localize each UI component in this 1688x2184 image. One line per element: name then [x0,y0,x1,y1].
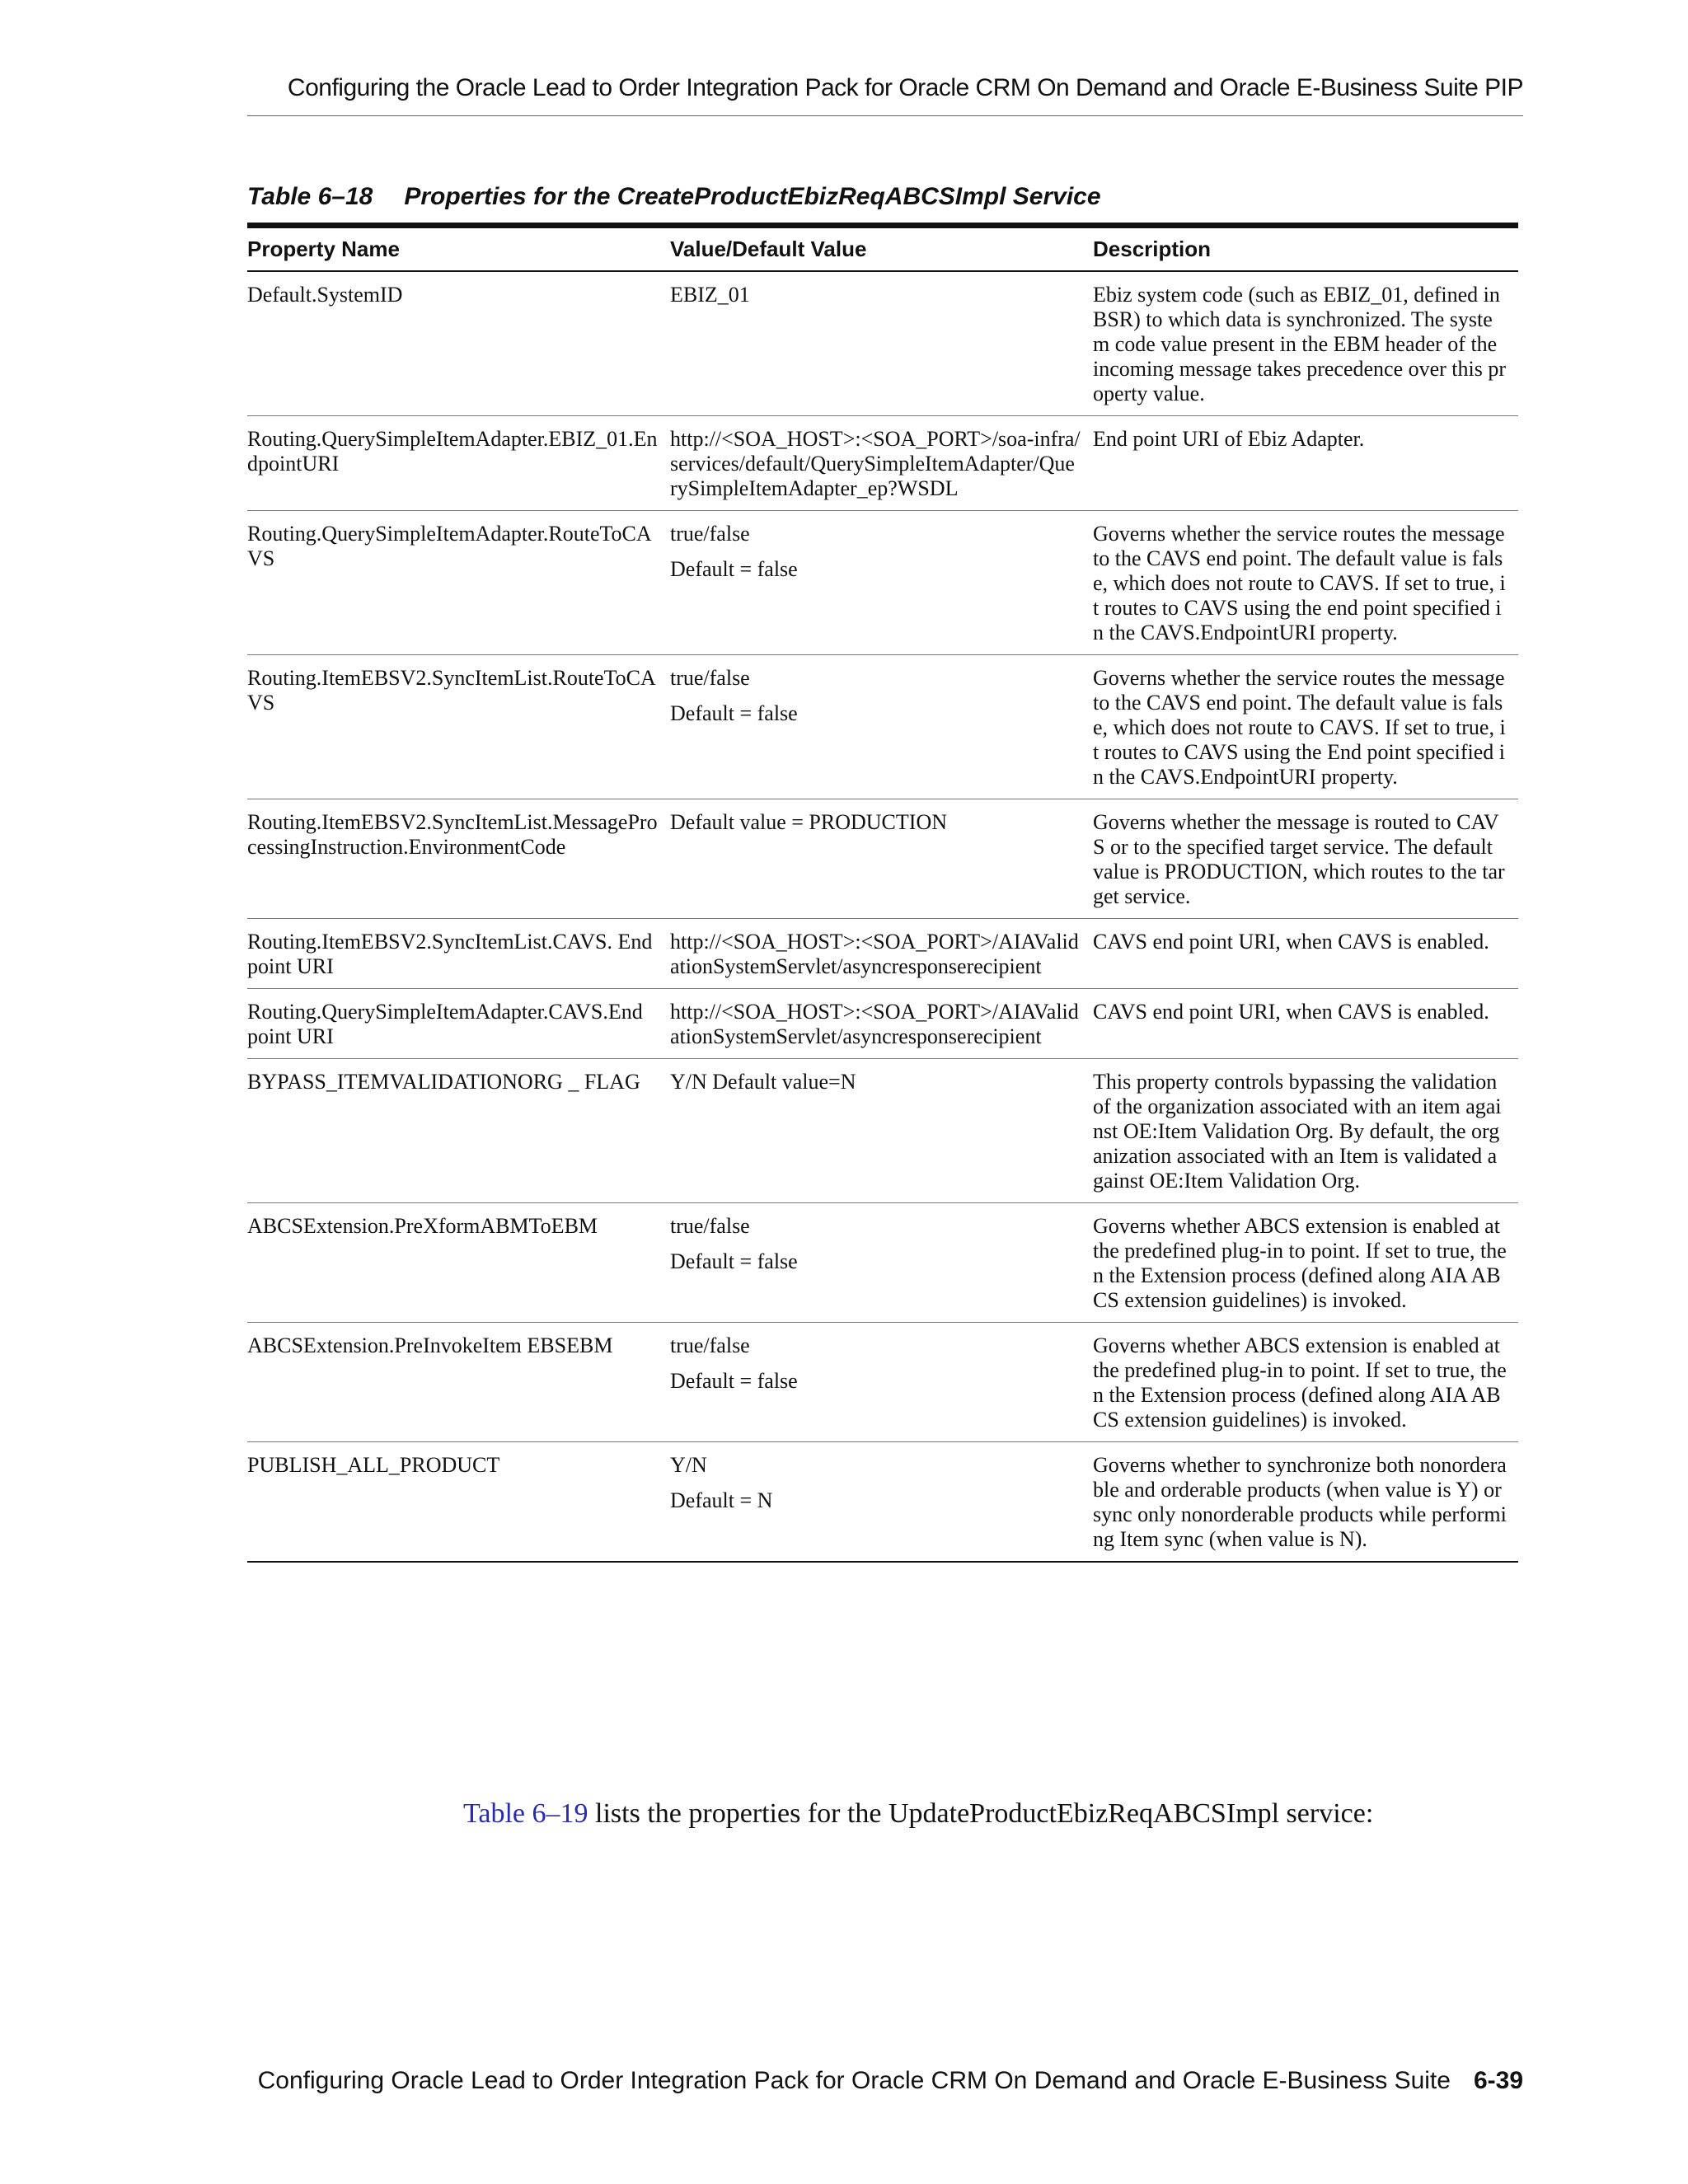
property-name-cell: Routing.ItemEBSV2.SyncItemList.MessageProcessingInstruction.EnvironmentCode [247,810,658,859]
column-header-value: Value/Default Value [670,237,867,261]
column-header-property-name: Property Name [247,237,400,261]
running-footer [247,2067,1523,2095]
value-cell [670,1442,1093,1563]
value-line: Default = N [670,1488,773,1512]
property-name-cell: Routing.QuerySimpleItemAdapter.EBIZ_01.EndpointURI [247,427,658,476]
property-name-cell: Routing.ItemEBSV2.SyncItemList.RouteToCAVS [247,666,656,715]
table-row [247,799,1518,919]
value-cell [670,416,1093,511]
description-cell: End point URI of Ebiz Adapter. [1093,427,1365,451]
value-line: true/false [670,1214,750,1238]
page-number: 6-39 [1473,2067,1523,2094]
running-header: Configuring the Oracle Lead to Order Integration Pack for Oracle CRM On Demand and Oracle E-Business Suite PIP [287,74,1523,101]
properties-table [247,223,1518,1563]
column-header-description: Description [1093,237,1212,261]
value-cell [670,655,1093,799]
table-row [247,1203,1518,1323]
value-cell [670,989,1093,1059]
table-row [247,1323,1518,1442]
description-cell: Ebiz system code (such as EBIZ_01, defined in BSR) to which data is synchronized. The system code value present in the EBM header of the incoming message takes precedence over this property value. [1093,283,1507,405]
value-line: true/false [670,666,750,690]
property-name-cell: BYPASS_ITEMVALIDATIONORG _ FLAG [247,1070,640,1094]
property-name-cell: Routing.ItemEBSV2.SyncItemList.CAVS. End point URI [247,930,653,978]
value-line: Default = false [670,701,798,725]
value-cell [670,919,1093,989]
value-line: Default = false [670,1369,798,1393]
value-line: true/false [670,522,750,546]
property-name-cell: ABCSExtension.PreXformABMToEBM [247,1214,598,1238]
value-line: Default = false [670,557,798,581]
table-row [247,989,1518,1059]
description-cell: Governs whether ABCS extension is enabled at the predefined plug-in to point. If set to true, then the Extension process (defined along AIA ABCS extension guidelines) is invoked. [1093,1333,1507,1432]
intro-paragraph [463,1798,1373,1830]
description-cell: Governs whether to synchronize both nonorderable and orderable products (when value is Y) or sync only nonorderable products while performing Item sync (when value is N). [1093,1453,1507,1551]
table-caption [247,183,1101,211]
table-row [247,655,1518,799]
description-cell: CAVS end point URI, when CAVS is enabled. [1093,1000,1489,1024]
value-line: true/false [670,1333,750,1357]
property-name-cell: Default.SystemID [247,283,403,307]
property-name-cell: ABCSExtension.PreInvokeItem EBSEBM [247,1333,613,1357]
header-rule [247,115,1523,116]
table-row [247,919,1518,989]
value-line: Default value = PRODUCTION [670,810,947,834]
description-cell: CAVS end point URI, when CAVS is enabled. [1093,930,1489,954]
table-row [247,511,1518,655]
value-line: Y/N [670,1453,707,1477]
property-name-cell: Routing.QuerySimpleItemAdapter.RouteToCAVS [247,522,652,570]
value-line: http://<SOA_HOST>:<SOA_PORT>/soa-infra/services/default/QuerySimpleItemAdapter/QuerySimpleItemAdapter_ep?WSDL [670,427,1081,500]
value-cell [670,511,1093,655]
value-cell [670,1323,1093,1442]
value-cell [670,271,1093,416]
running-footer-text: Configuring Oracle Lead to Order Integration Pack for Oracle CRM On Demand and Oracle E-Business Suite [257,2067,1451,2094]
table-cross-reference-link[interactable]: Table 6–19 [463,1798,588,1829]
table-caption-number: Table 6–18 [247,183,373,210]
description-cell: Governs whether the message is routed to CAVS or to the specified target service. The default value is PRODUCTION, which routes to the target service. [1093,810,1505,908]
property-name-cell: PUBLISH_ALL_PRODUCT [247,1453,500,1477]
description-cell: Governs whether the service routes the message to the CAVS end point. The default value is false, which does not route to CAVS. If set to true, it routes to CAVS using the end point specified in the CAVS.EndpointURI property. [1093,522,1506,644]
table-body [247,271,1518,1562]
table-row [247,416,1518,511]
table-header-row [247,226,1518,272]
table-row [247,1442,1518,1563]
value-line: EBIZ_01 [670,283,750,307]
value-cell [670,1059,1093,1203]
value-line: http://<SOA_HOST>:<SOA_PORT>/AIAValidationSystemServlet/asyncresponserecipient [670,930,1079,978]
value-line: Default = false [670,1249,798,1273]
intro-paragraph-text: lists the properties for the UpdateProductEbizReqABCSImpl service: [588,1798,1374,1829]
description-cell: This property controls bypassing the validation of the organization associated with an item against OE:Item Validation Org. By default, the organization associated with an Item is validated against OE:Item Validation Org. [1093,1070,1502,1193]
value-line: Y/N Default value=N [670,1070,856,1094]
value-line: http://<SOA_HOST>:<SOA_PORT>/AIAValidationSystemServlet/asyncresponserecipient [670,1000,1079,1048]
property-name-cell: Routing.QuerySimpleItemAdapter.CAVS.End point URI [247,1000,643,1048]
value-cell [670,1203,1093,1323]
table-caption-title: Properties for the CreateProductEbizReqABCSImpl Service [404,183,1101,210]
table-row [247,271,1518,416]
value-cell [670,799,1093,919]
table-row [247,1059,1518,1203]
description-cell: Governs whether ABCS extension is enabled at the predefined plug-in to point. If set to true, then the Extension process (defined along AIA ABCS extension guidelines) is invoked. [1093,1214,1507,1312]
description-cell: Governs whether the service routes the message to the CAVS end point. The default value is false, which does not route to CAVS. If set to true, it routes to CAVS using the End point specified in the CAVS.EndpointURI property. [1093,666,1506,789]
